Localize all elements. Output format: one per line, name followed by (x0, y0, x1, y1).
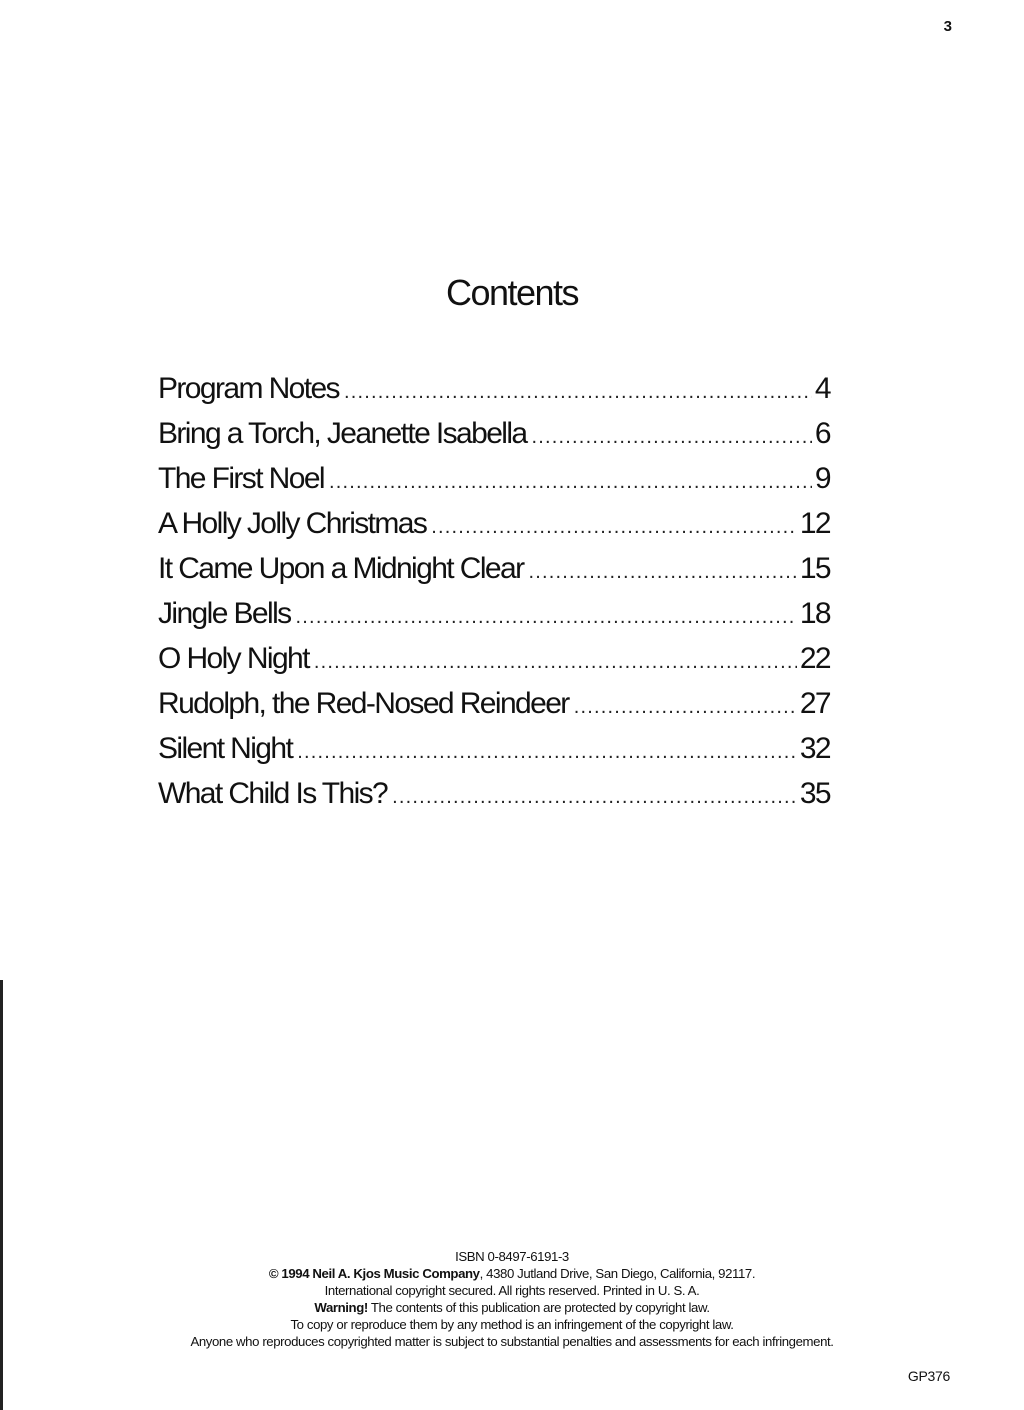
table-of-contents (158, 372, 830, 822)
toc-dot-leader (532, 426, 812, 449)
toc-entry (158, 507, 830, 552)
isbn: ISBN 0-8497-6191-3 (455, 1249, 569, 1264)
toc-dot-leader (314, 651, 797, 674)
page-title: Contents (445, 272, 579, 313)
rights-line: International copyright secured. All rights reserved. Printed in U. S. A. (324, 1283, 700, 1298)
toc-entry (158, 597, 830, 642)
toc-entry (158, 462, 830, 507)
warning-label: Warning! (314, 1300, 368, 1315)
toc-dot-leader (296, 606, 797, 629)
reproduction-notice: To copy or reproduce them by any method is an infringement of the copyright law. (290, 1317, 734, 1332)
toc-entry (158, 687, 830, 732)
toc-dot-leader (344, 381, 812, 404)
toc-dot-leader (574, 696, 797, 719)
toc-entry-page: 18 (799, 597, 830, 630)
toc-entry-title: A Holly Jolly Christmas (158, 507, 427, 540)
toc-entry-page: 15 (799, 552, 830, 585)
toc-entry-title: Bring a Torch, Jeanette Isabella (158, 417, 527, 450)
warning-text: The contents of this publication are protected by copyright law. (367, 1300, 710, 1315)
toc-entry-page: 12 (799, 507, 830, 540)
toc-entry-title: The First Noel (158, 462, 324, 495)
copyright-holder: © 1994 Neil A. Kjos Music Company (268, 1266, 480, 1281)
toc-entry-title: What Child Is This? (158, 777, 388, 810)
toc-dot-leader (431, 516, 797, 539)
toc-entry-page: 35 (799, 777, 830, 810)
toc-entry (158, 417, 830, 462)
toc-entry (158, 777, 830, 822)
toc-dot-leader (297, 741, 797, 764)
page-number: 3 (943, 18, 952, 35)
toc-entry-title: O Holy Night (158, 642, 309, 675)
toc-entry-page: 6 (814, 417, 830, 450)
toc-entry-page: 27 (799, 687, 830, 720)
publisher-address: , 4380 Jutland Drive, San Diego, California, 92117. (479, 1266, 756, 1281)
toc-entry (158, 732, 830, 777)
toc-entry (158, 642, 830, 687)
toc-entry-page: 32 (799, 732, 830, 765)
warning-line (0, 1299, 1024, 1316)
toc-dot-leader (329, 471, 812, 494)
toc-entry-title: Silent Night (158, 732, 293, 765)
toc-entry-page: 9 (814, 462, 830, 495)
toc-dot-leader (392, 786, 797, 809)
toc-entry-title: Rudolph, the Red-Nosed Reindeer (158, 687, 569, 720)
catalog-number: GP376 (907, 1368, 950, 1384)
penalty-notice: Anyone who reproduces copyrighted matter is subject to substantial penalties and assessments for each infringement. (190, 1334, 834, 1349)
copyright-line (0, 1265, 1024, 1282)
toc-entry-title: Jingle Bells (158, 597, 291, 630)
toc-entry-title: It Came Upon a Midnight Clear (158, 552, 524, 585)
toc-entry (158, 552, 830, 597)
toc-entry (158, 372, 830, 417)
copyright-footer (0, 1248, 1024, 1350)
toc-entry-page: 4 (814, 372, 830, 405)
toc-dot-leader (528, 561, 796, 584)
toc-entry-title: Program Notes (158, 372, 339, 405)
toc-entry-page: 22 (799, 642, 830, 675)
